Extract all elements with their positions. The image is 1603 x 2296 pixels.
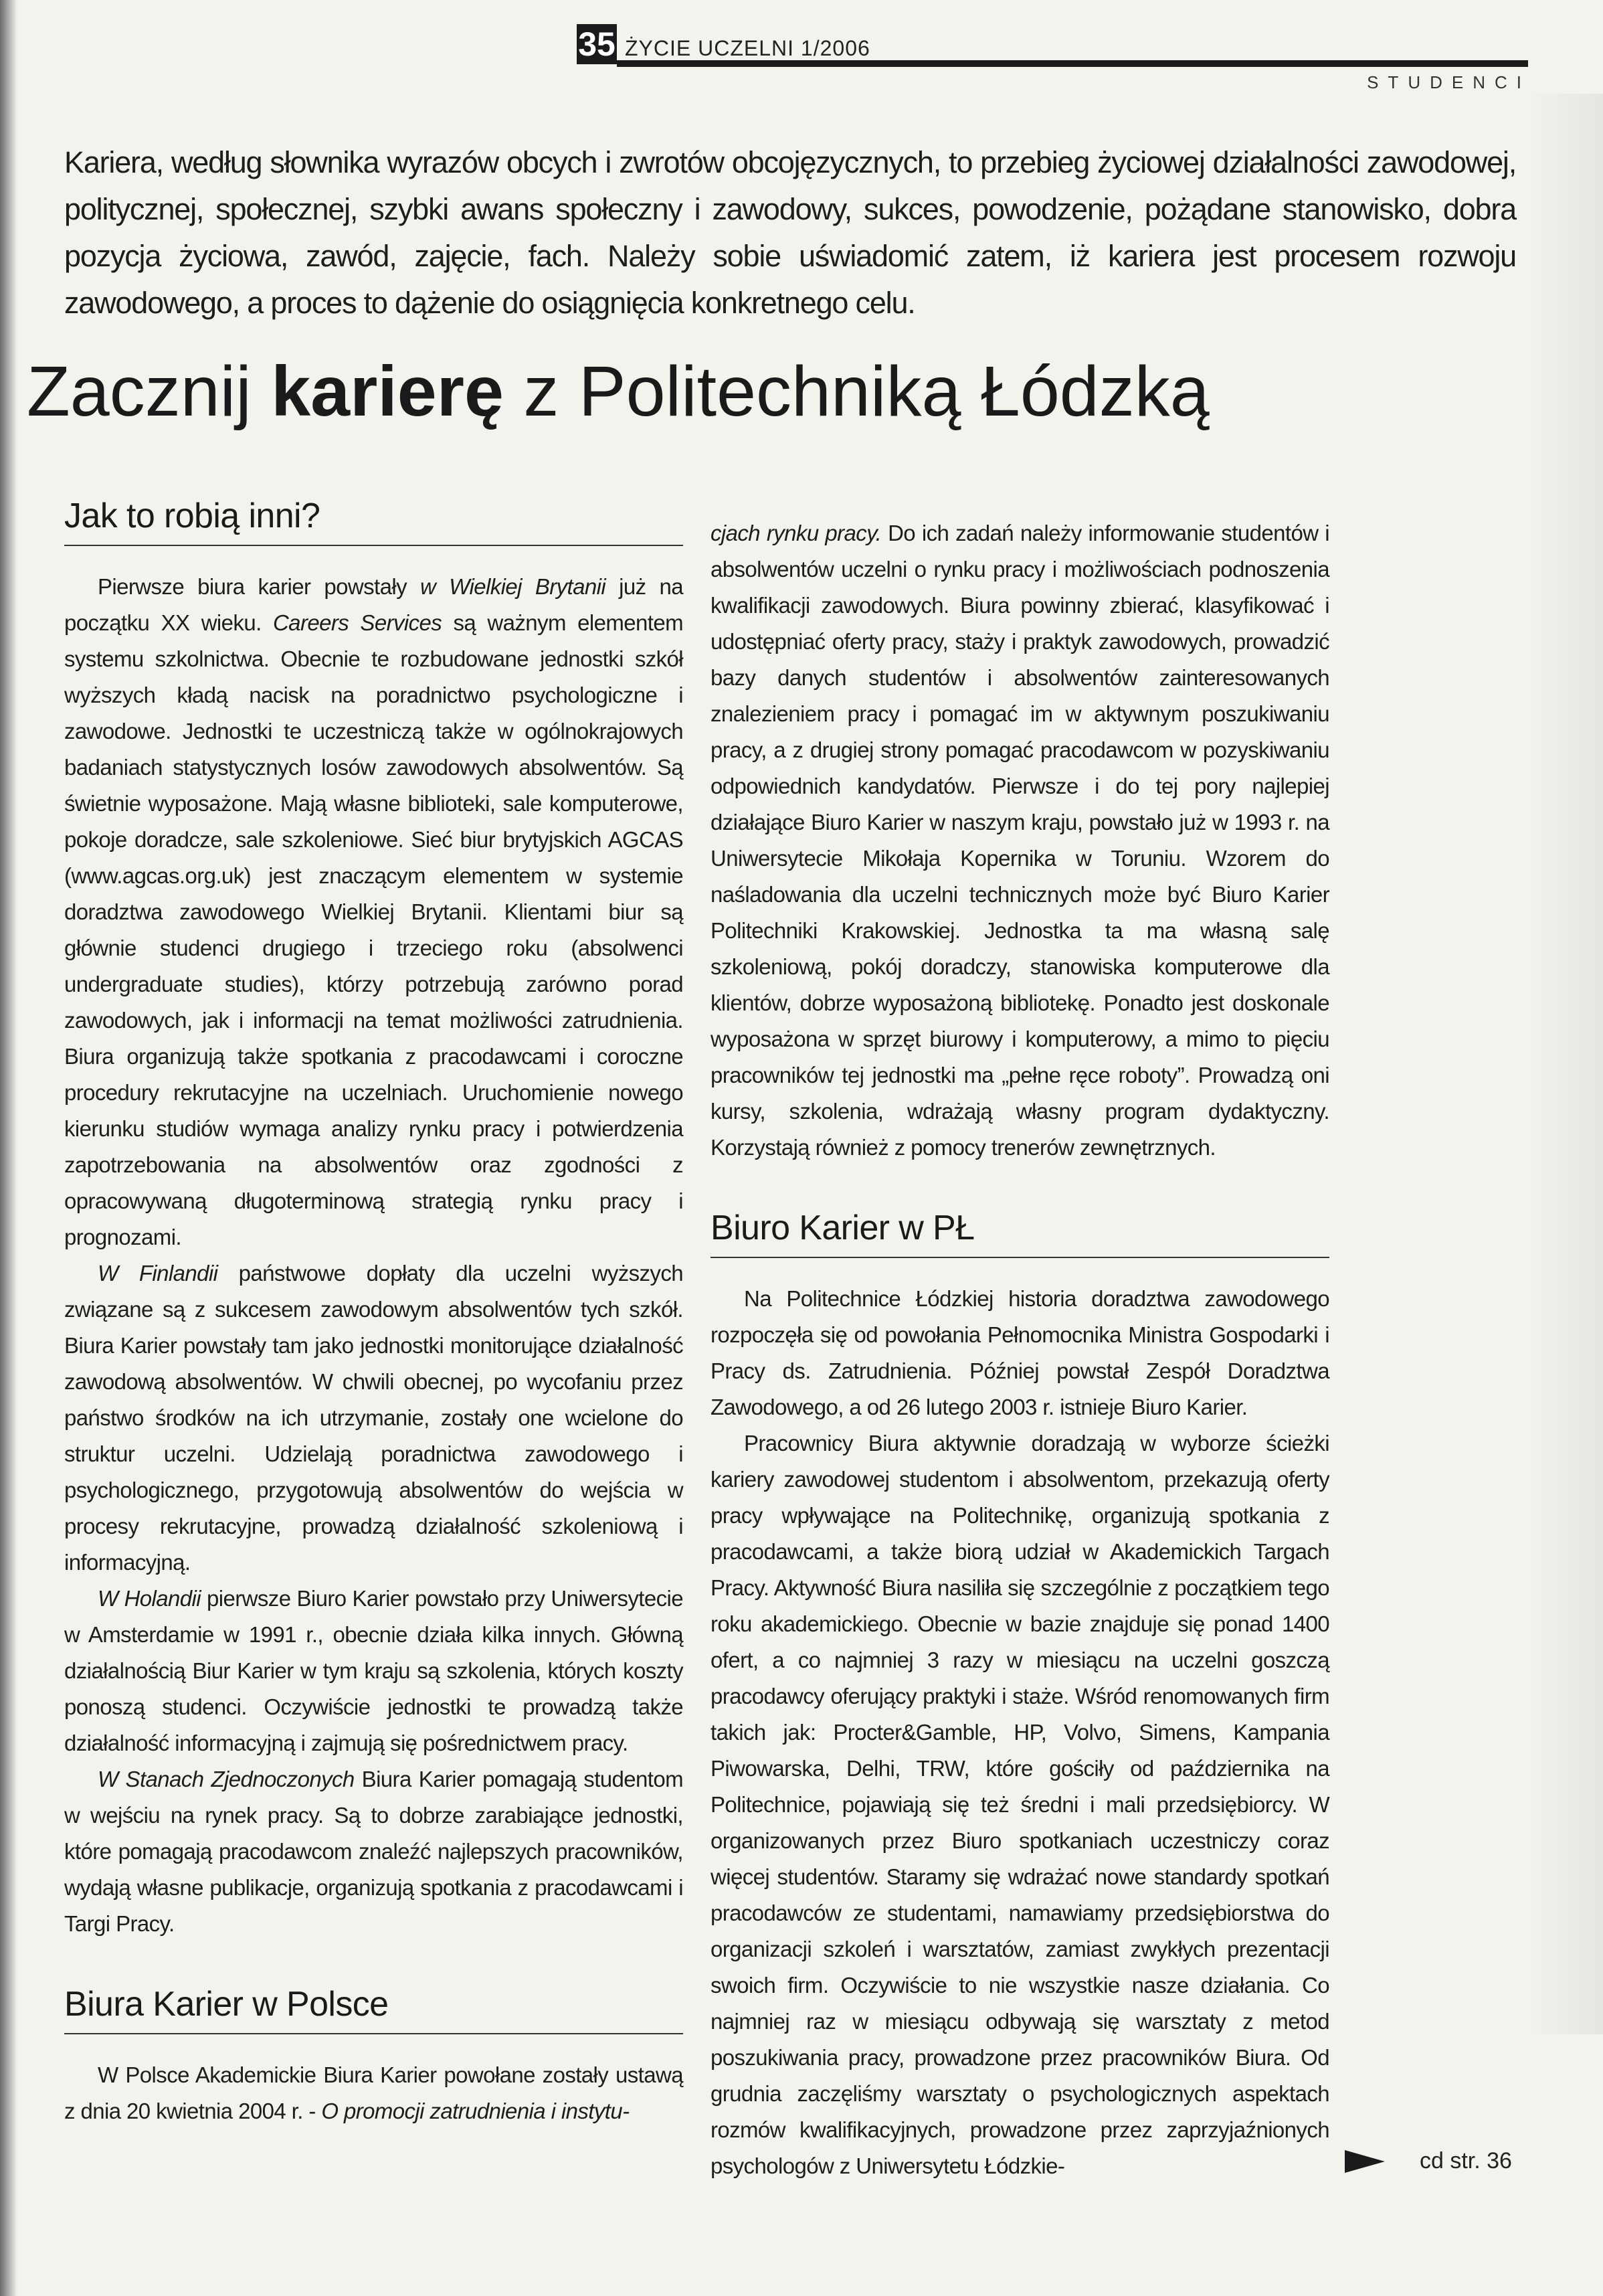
- text-run: Do ich zadań należy informowanie studentów i absolwentów uczelni o rynku pracy i możliwościach podnoszenia kwalifikacji zawodowych. Biura powinny zbierać, klasyfikować i udostępniać oferty pracy, staży i praktyk zawodowych, prowadzić bazy danych studentów i absolwentów zainteresowanych znalezieniem pracy i pomagać im w aktywnym poszukiwaniu pracy, a z drugiej strony pomagać pracodawcom w pozyskiwaniu odpowiednich kandydatów. Pierwsze i do tej pory najlepiej działające Biuro Karier w naszym kraju, powstało już w 1993 r. na Uniwersytecie Mikołaja Kopernika w Toruniu. Wzorem do naśladowania dla uczelni technicznych może być Biuro Karier Politechniki Krakowskiej. Jednostka ta ma własną salę szkoleniową, pokój doradczy, stanowiska komputerowe dla klientów, dobrze wyposażoną bibliotekę. Ponadto jest doskonale wyposażona w sprzęt biurowy i komputerowy, a mimo to pięciu pracowników tej jednostki ma „pełne ręce roboty”. Prowadzą oni kursy, szkolenia, wdrażają własny program dydaktyczny. Korzystają również z pomocy trenerów zewnętrznych.: [711, 521, 1329, 1160]
- left-column: [64, 494, 683, 2129]
- text-run: W Polsce Akademickie Biura Karier powołane zostały ustawą z dnia 20 kwietnia 2004 r. -: [64, 2062, 683, 2123]
- text-run: Pierwsze biura karier powstały: [98, 574, 420, 599]
- paragraph-finland: [64, 1255, 683, 1581]
- continued-label: cd str. 36: [1420, 2148, 1512, 2174]
- headline-part-3: z Politechniką Łódzką: [503, 352, 1210, 431]
- intro-paragraph: Kariera, według słownika wyrazów obcych i zwrotów obcojęzycznych, to przebieg życiowej działalności zawodowej, politycznej, społecznej, szybki awans społeczny i zawodowy, sukces, powodzenie, pożądane stanowisko, dobra pozycja życiowa, zawód, zajęcie, fach. Należy sobie uświadomić zatem, iż kariera jest procesem rozwoju zawodowego, a proces to dążenie do osiągnięcia konkretnego celu.: [64, 145, 1516, 320]
- right-arrow-icon: [1345, 2150, 1385, 2173]
- journal-title: ŻYCIE UCZELNI 1/2006: [625, 36, 870, 60]
- continued-marker: [1345, 2148, 1512, 2174]
- text-run-italic: W Finlandii: [98, 1261, 218, 1286]
- text-run: państwowe dopłaty dla uczelni wyższych związane są z sukcesem zawodowym absolwentów tych szkół. Biura Karier powstały tam jako jednostki monitorujące działalność zawodową absolwentów. W chwili obecnej, po wycofaniu przez państwo środków na ich utrzymanie, zostały one wcielone do struktur uczelni. Udzielają poradnictwa zawodowego i psychologicznego, przygotowują absolwentów do wejścia w procesy rekrutacyjne, prowadzą działalność szkoleniową i informacyjną.: [64, 1261, 683, 1575]
- headline-part-2: karierę: [271, 352, 504, 431]
- text-run-italic: W Stanach Zjednoczonych: [98, 1767, 355, 1791]
- paragraph-polska: [64, 2057, 683, 2129]
- paragraph-continuation: [711, 515, 1329, 1166]
- text-run: Biura Karier pomagają studentom w wejściu na rynek pracy. Są to dobrze zarabiające jednostki, które pomagają pracodawcom znaleźć najlepszych pracowników, wydają własne publikacje, organizują spotkania z pracodawcami i Targi Pracy.: [64, 1767, 683, 1936]
- page-number: 35: [577, 24, 617, 64]
- paragraph-holland: [64, 1581, 683, 1761]
- text-run-italic: O promocji zatrudnienia i instytu-: [321, 2099, 630, 2123]
- right-column: [711, 515, 1329, 2184]
- paragraph-pl-history: Na Politechnice Łódzkiej historia doradztwa zawodowego rozpoczęła się od powołania Pełnomocnika Ministra Gospodarki i Pracy ds. Zatrudnienia. Później powstał Zespół Doradztwa Zawodowego, a od 26 lutego 2003 r. istnieje Biuro Karier.: [711, 1286, 1329, 1419]
- section-heading-polska: Biura Karier w Polsce: [64, 1982, 683, 2034]
- text-run: już na początku XX wieku.: [64, 574, 684, 635]
- text-run: pierwsze Biuro Karier powstało przy Uniwersytecie w Amsterdamie w 1991 r., obecnie działa kilka innych. Główną działalnością Biur Karier w tym kraju są szkolenia, których koszty ponoszą studenci. Oczywiście jednostki te prowadzą także działalność informacyjną i zajmują się pośrednictwem pracy.: [64, 1586, 683, 1755]
- paragraph-uk: [64, 569, 683, 1255]
- text-run-italic: cjach rynku pracy.: [711, 521, 882, 545]
- text-run-italic: Careers Services: [272, 610, 442, 635]
- headline-part-1: Zacznij: [27, 352, 272, 431]
- text-run: są ważnym elementem systemu szkolnictwa. Obecnie te rozbudowane jednostki szkół wyższych kładą nacisk na poradnictwo psychologiczne i zawodowe. Jednostki te uczestniczą także w ogólnokrajowych badaniach statystycznych losów zawodowych absolwentów. Są świetnie wyposażone. Mają własne biblioteki, sale komputerowe, pokoje doradcze, sale szkoleniowe. Sieć biur brytyjskich AGCAS (www.agcas.org.uk) jest znaczącym elementem w systemie doradztwa zawodowego Wielkiej Brytanii. Klientami biur są głównie studenci drugiego i trzeciego roku (absolwenci undergraduate studies), którzy potrzebują zarówno porad zawodowych, jak i informacji na temat możliwości zatrudnienia. Biura organizują także spotkania z pracodawcami i coroczne procedury rekrutacyjne na uczelniach. Uruchomienie nowego kierunku studiów wymaga analizy rynku pracy i potwierdzenia zapotrzebowania na absolwentów oraz zgodności z opracowywaną długoterminową strategią rynku pracy i prognozami.: [64, 610, 683, 1249]
- article-headline: [27, 348, 1552, 435]
- paragraph-usa: [64, 1761, 683, 1942]
- section-heading-jak: Jak to robią inni?: [64, 494, 683, 546]
- text-run-italic: w Wielkiej Brytanii: [420, 574, 606, 599]
- paragraph-pl-activity: Pracownicy Biura aktywnie doradzają w wyborze ścieżki kariery zawodowej studentom i absolwentom, przekazują oferty pracy wpływające na Politechnikę, organizują spotkania z pracodawcami, a także biorą udział w Akademickich Targach Pracy. Aktywność Biura nasiliła się szczególnie z początkiem tego roku akademickiego. Obecnie w bazie znajduje się ponad 1400 ofert, a co najmniej 3 razy w miesiącu na uczelni goszczą pracodawcy oferujący praktyki i staże. Wśród renomowanych firm takich jak: Procter&Gamble, HP, Volvo, Simens, Kampania Piwowarska, Delhi, TRW, które gościły od października na Politechnice, pojawiają się też średni i mali przedsiębiorcy. W organizowanych przez Biuro spotkaniach uczestniczy coraz więcej studentów. Staramy się wdrażać nowe standardy spotkań pracodawców ze studentami, namawiamy przedsiębiorstwa do organizacji szkoleń i warsztatów, zamiast zwykłych prezentacji swoich firm. Oczywiście to nie wszystkie nasze działania. Co najmniej raz w miesiącu odbywają się warsztaty z metod poszukiwania pracy, prowadzone przez pracowników Biura. Od grudnia zaczęliśmy warsztaty o psychologicznych aspektach rozmów kwalifikacyjnych, prowadzone przez zaprzyjaźnionych psychologów z Uniwersytetu Łódzkie-: [711, 1431, 1329, 2178]
- header-rule: [617, 60, 1528, 67]
- section-label: STUDENCI: [1367, 72, 1531, 92]
- text-run-italic: W Holandii: [98, 1586, 201, 1611]
- section-heading-pl: Biuro Karier w PŁ: [711, 1206, 1329, 1258]
- scan-edge: [0, 0, 17, 2296]
